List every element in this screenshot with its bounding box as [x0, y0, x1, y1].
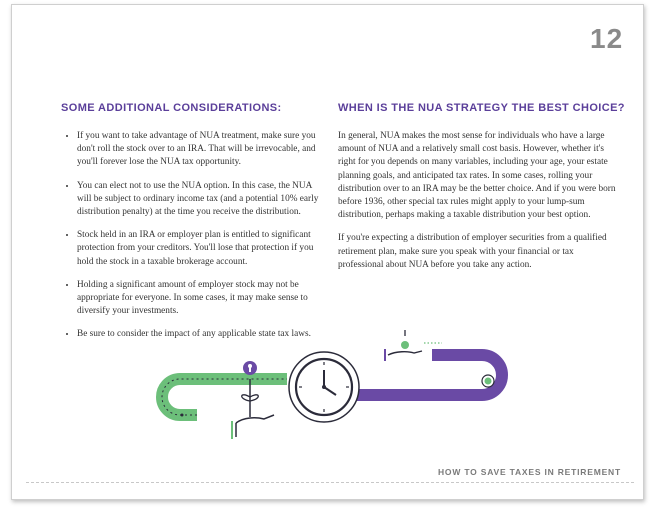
right-column-heading: WHEN IS THE NUA STRATEGY THE BEST CHOICE?	[338, 102, 625, 114]
keyhole-icon	[243, 361, 257, 375]
list-item: • Be sure to consider the impact of any applicable state tax laws.	[77, 328, 327, 341]
right-column-body	[338, 130, 620, 282]
coin-in-hand-icon	[385, 330, 422, 361]
list-item: • Stock held in an IRA or employer plan is entitled to significant protection from your creditors. You'll lose that protection if you hold the stock in a taxable brokerage account.	[77, 229, 327, 269]
nua-journey-illustration	[152, 325, 532, 445]
footer-title: HOW TO SAVE TAXES IN RETIREMENT	[437, 467, 621, 477]
paragraph: If you're expecting a distribution of employer securities from a qualified retirement plan, make sure you speak with your financial or tax professional about NUA before you take any action.	[338, 233, 607, 270]
considerations-list	[61, 130, 327, 352]
footer-divider	[26, 482, 634, 483]
clock-icon	[289, 352, 359, 422]
list-item: • If you want to take advantage of NUA treatment, make sure you don't roll the stock over to an IRA. That will be irrevocable, and you'll forever lose the NUA tax opportunity.	[77, 130, 327, 170]
green-path	[162, 379, 287, 415]
page-number: 12	[590, 23, 624, 54]
purple-path	[357, 355, 502, 395]
list-item: • Holding a significant amount of employer stock may not be appropriate for everyone. In some cases, it may make sense to diversify your investments.	[77, 279, 327, 319]
plant-in-hand-icon	[232, 379, 274, 439]
document-page	[11, 4, 644, 500]
paragraph: In general, NUA makes the most sense for individuals who have a large amount of NUA and a relatively small cost basis. However, whether it's right for you depends on many variables, including your age, your estate planning goals, and anticipated tax rates. In some cases, rolling your distribution over to an IRA may be the better choice. And if you were born before 1936, other special tax rules might apply to your lump-sum distribution, perhaps making a taxable distribution your best option.	[338, 131, 616, 221]
left-column-heading: SOME ADDITIONAL CONSIDERATIONS:	[61, 102, 282, 114]
list-item: • You can elect not to use the NUA option. In this case, the NUA will be subject to ordinary income tax (and a potential 10% early distribution penalty) at the time you receive the distribution.	[77, 180, 327, 220]
